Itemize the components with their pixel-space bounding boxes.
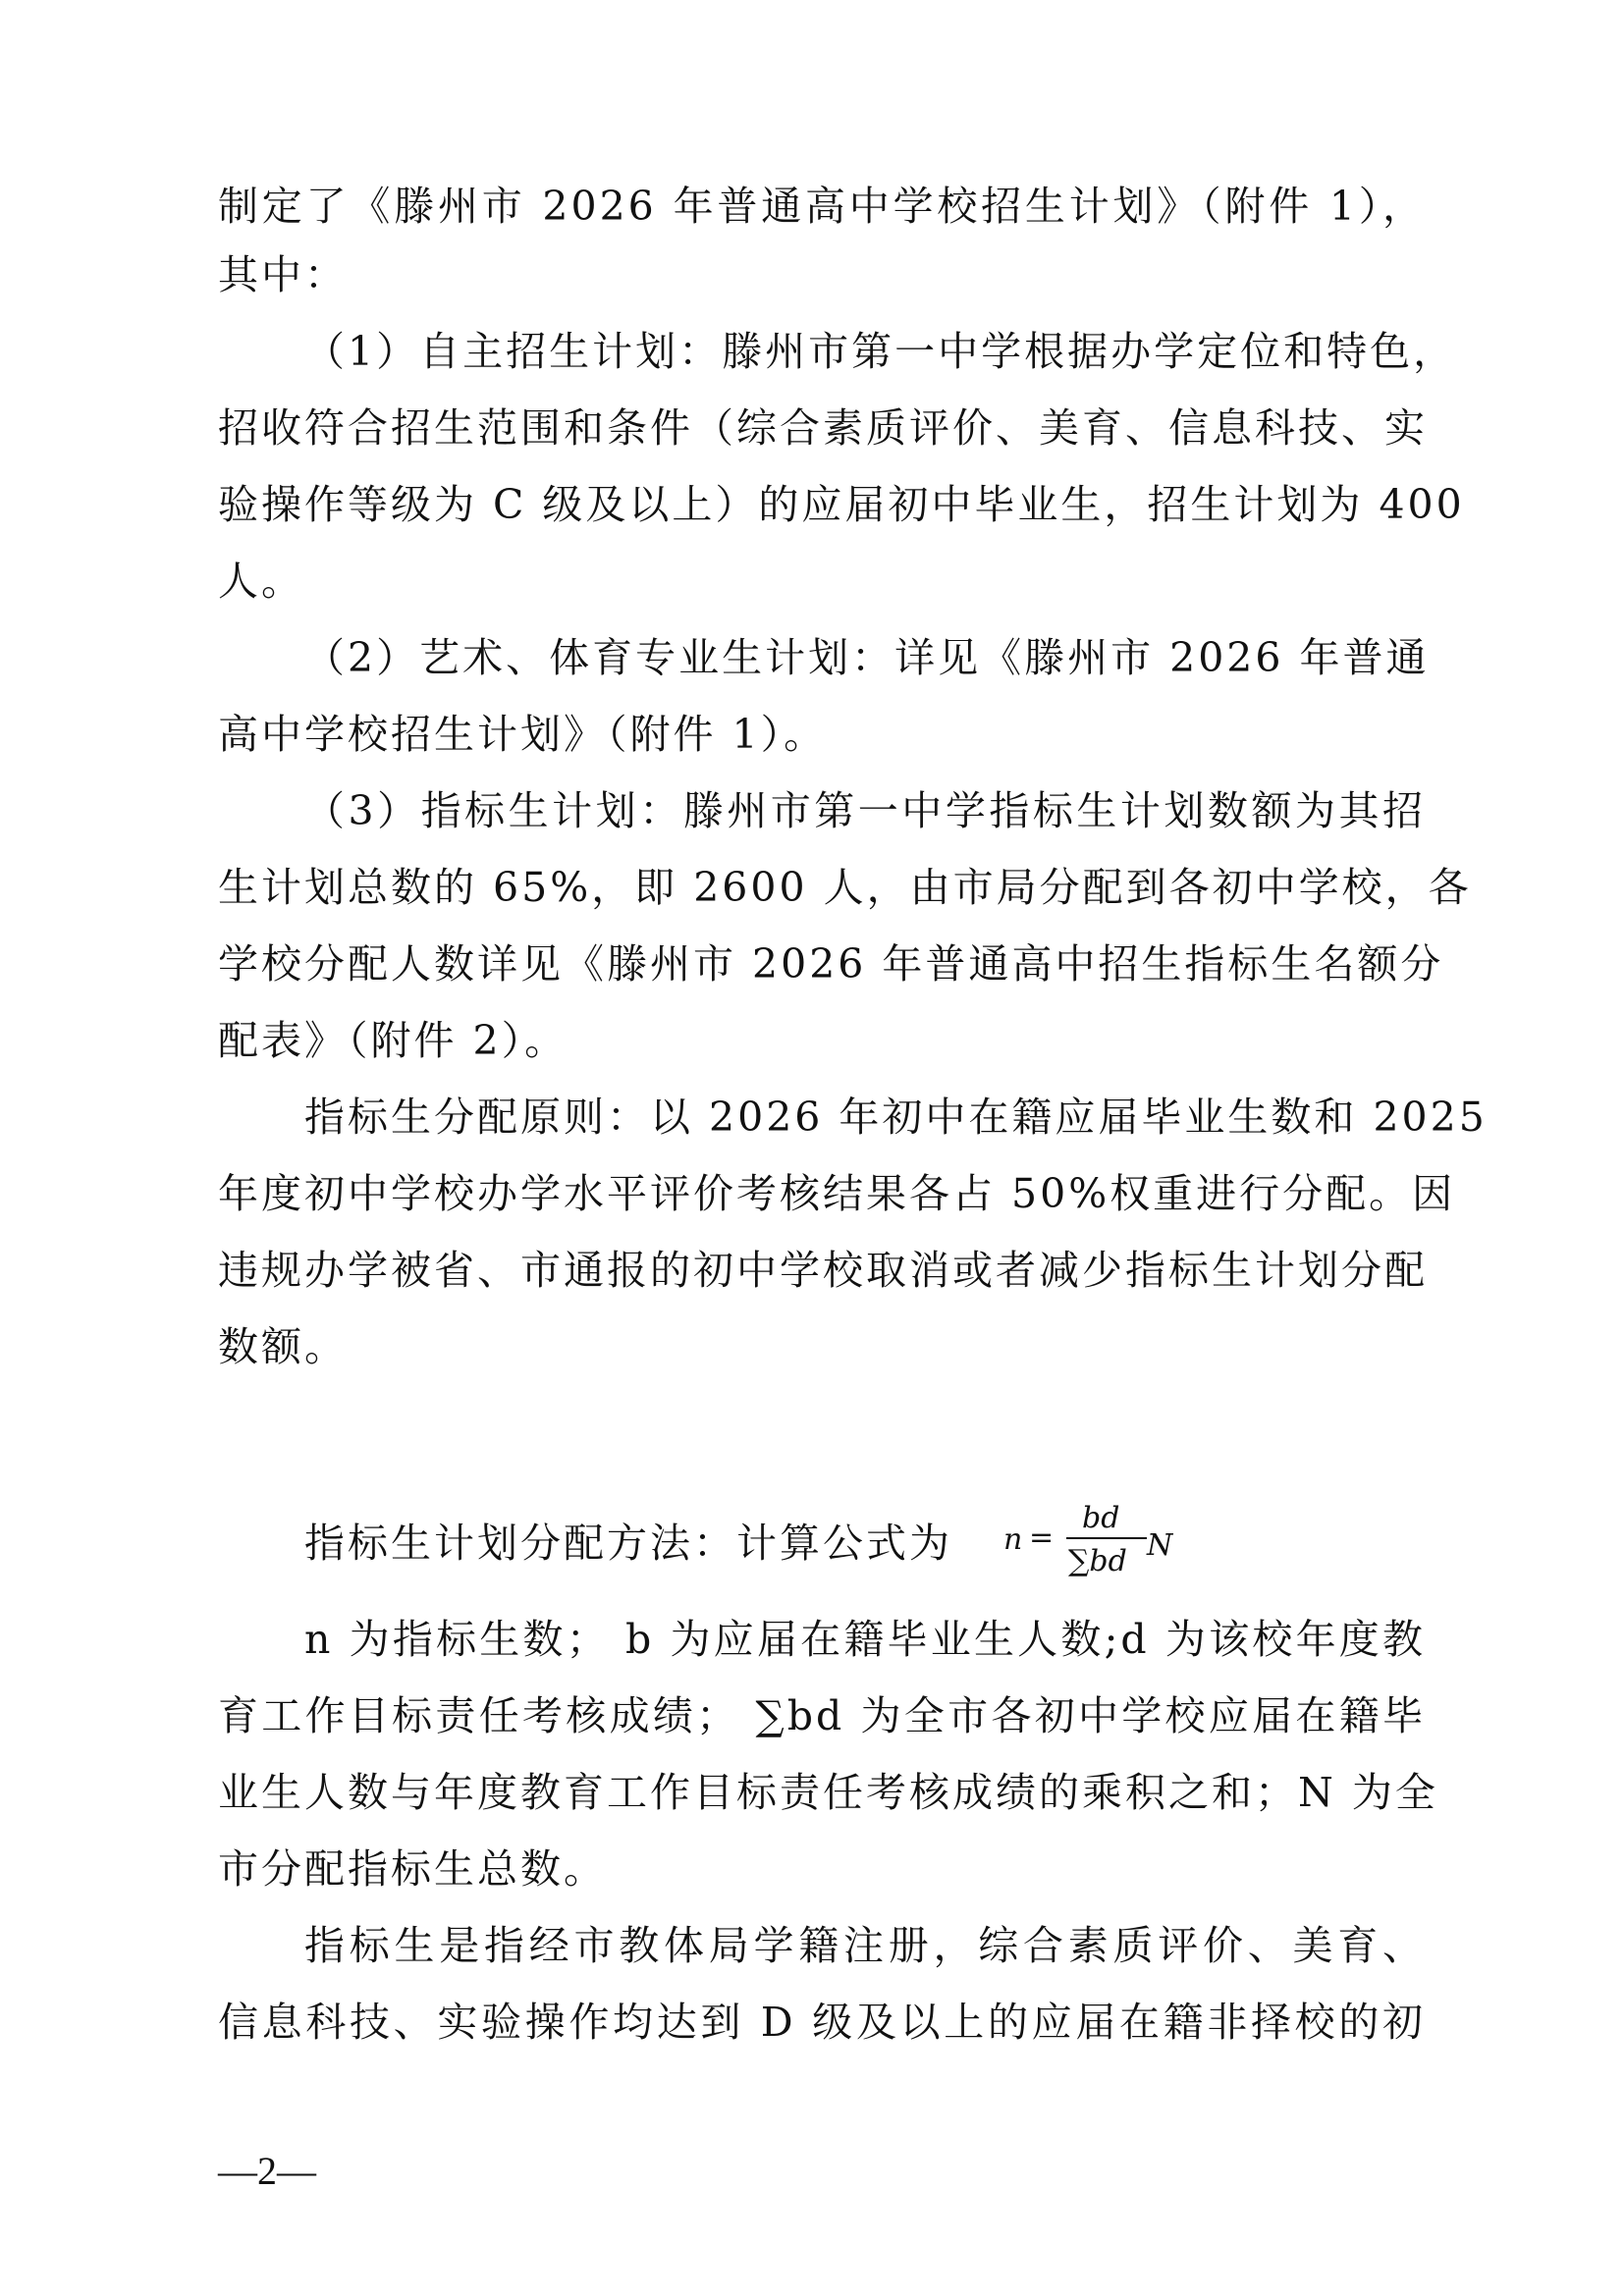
paragraph-6-line-1: 育工作目标责任考核成绩； ∑bd 为全市各初中学校应届在籍毕	[218, 1692, 1426, 1739]
page-number: —2—	[218, 2149, 316, 2193]
formula-graphic	[992, 1480, 1198, 1598]
paragraph-6-line-0: n 为指标生数； b 为应届在籍毕业生人数;d 为该校年度教	[304, 1616, 1426, 1663]
paragraph-3-line-3: 配表》（附件 2）。	[218, 1017, 568, 1064]
formula-numerator: bd	[1082, 1501, 1120, 1535]
paragraph-0-line-0: 制定了《滕州市 2026 年普通高中学校招生计划》（附件 1），	[218, 183, 1426, 230]
paragraph-2-line-1: 高中学校招生计划》（附件 1）。	[218, 711, 828, 758]
paragraph-1-line-2: 验操作等级为 C 级及以上）的应届初中毕业生，招生计划为 400	[218, 481, 1465, 528]
paragraph-3-line-0: （3）指标生计划：滕州市第一中学指标生计划数额为其招	[304, 787, 1426, 834]
paragraph-1-line-0: （1）自主招生计划：滕州市第一中学根据办学定位和特色，	[304, 328, 1457, 375]
formula-multiplier: N	[1147, 1528, 1173, 1563]
paragraph-2-line-0: （2）艺术、体育专业生计划：详见《滕州市 2026 年普通	[304, 634, 1430, 681]
paragraph-7-line-0: 指标生是指经市教体局学籍注册，综合素质评价、美育、	[304, 1922, 1426, 1969]
paragraph-4-line-2: 违规办学被省、市通报的初中学校取消或者减少指标生计划分配	[218, 1247, 1428, 1294]
paragraph-1-line-3: 人。	[218, 558, 304, 605]
formula-lhs: n	[1003, 1522, 1023, 1557]
paragraph-7-line-1: 信息科技、实验操作均达到 D 级及以上的应届在籍非择校的初	[218, 1999, 1426, 2046]
formula-intro-text: 指标生计划分配方法：计算公式为	[304, 1520, 952, 1567]
allocation-formula	[992, 1480, 1198, 1598]
paragraph-4-line-3: 数额。	[218, 1323, 348, 1370]
paragraph-3-line-2: 学校分配人数详见《滕州市 2026 年普通高中招生指标生名额分	[218, 940, 1444, 988]
paragraph-6-line-2: 业生人数与年度教育工作目标责任考核成绩的乘积之和；N 为全	[218, 1769, 1438, 1816]
paragraph-0-line-1: 其中：	[218, 251, 348, 298]
formula-paragraph	[304, 1480, 1426, 1598]
paragraph-4-line-1: 年度初中学校办学水平评价考核结果各占 50%权重进行分配。因	[218, 1170, 1456, 1217]
paragraph-4-line-0: 指标生分配原则：以 2026 年初中在籍应届毕业生数和 2025	[304, 1094, 1488, 1141]
formula-equals: =	[1029, 1521, 1055, 1555]
paragraph-6-line-3: 市分配指标生总数。	[218, 1845, 607, 1893]
paragraph-1-line-1: 招收符合招生范围和条件（综合素质评价、美育、信息科技、实	[218, 404, 1428, 452]
formula-denominator: ∑bd	[1068, 1544, 1127, 1578]
paragraph-3-line-1: 生计划总数的 65%，即 2600 人，由市局分配到各初中学校，各	[218, 864, 1472, 911]
